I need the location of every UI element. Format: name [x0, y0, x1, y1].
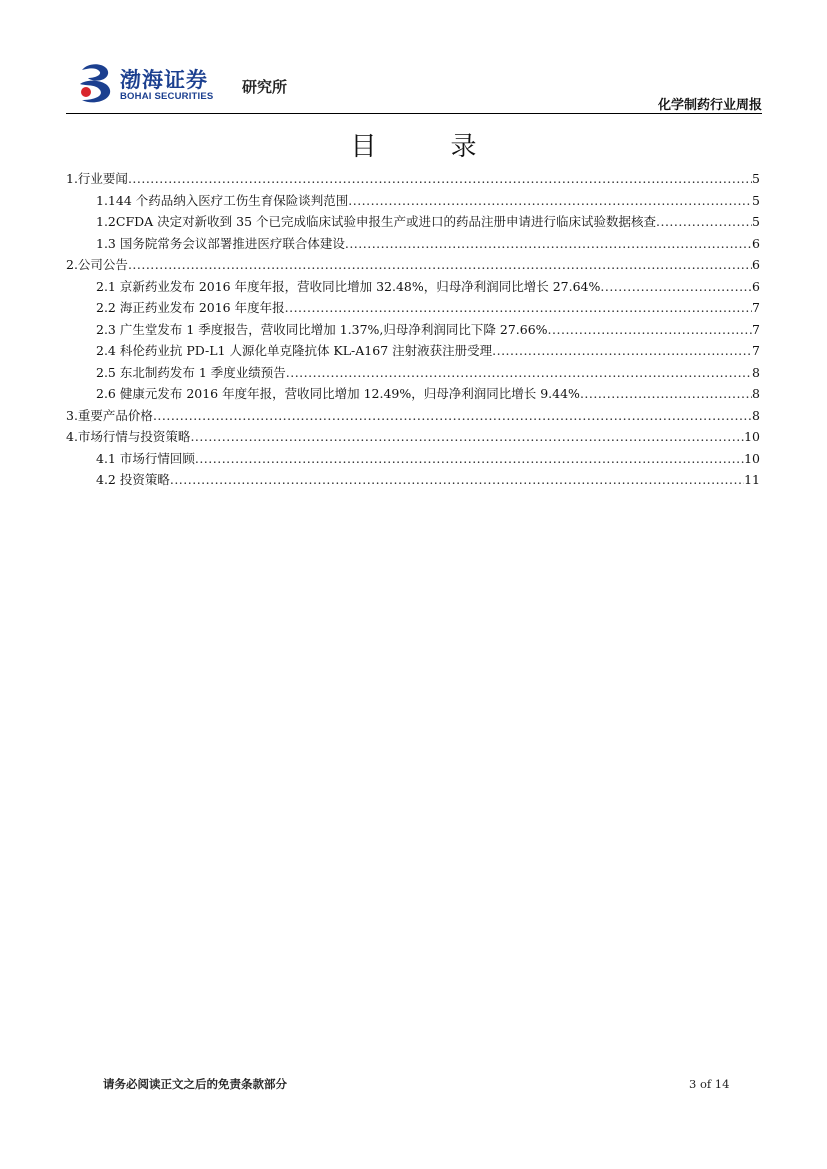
toc-entry-title: 2.4 科伦药业抗 PD-L1 人源化单克隆抗体 KL-A167 注射液获注册受理	[96, 343, 493, 358]
toc-dot-leader	[656, 214, 752, 229]
toc-dot-leader	[345, 236, 752, 251]
toc-dot-leader	[600, 279, 752, 294]
toc-entry-page: 10	[744, 429, 760, 444]
toc-dot-leader	[285, 300, 752, 315]
toc-dot-leader	[548, 322, 753, 337]
logo-english-name: BOHAI SECURITIES	[120, 91, 214, 102]
toc-dot-leader	[195, 451, 744, 466]
footer-page-number: 3 of 14	[689, 1077, 730, 1091]
toc-entry-title: 1.3 国务院常务会议部署推进医疗联合体建设	[96, 235, 345, 251]
table-of-contents	[66, 169, 760, 492]
toc-entry-title: 2.1 京新药业发布 2016 年度年报，营收同比增加 32.48%，归母净利润同比增长 27.64%	[96, 278, 601, 294]
toc-entry[interactable]	[66, 427, 760, 449]
toc-title: 目 录	[350, 132, 501, 162]
toc-entry-title: 1.行业要闻	[66, 171, 128, 186]
toc-entry[interactable]	[66, 470, 760, 492]
toc-entry-title: 3.重要产品价格	[66, 407, 153, 423]
toc-entry[interactable]	[66, 191, 760, 213]
toc-entry-title: 4.2 投资策略	[96, 472, 170, 487]
toc-dot-leader	[128, 171, 752, 186]
toc-entry-page: 5	[752, 214, 760, 229]
bohai-securities-logo	[78, 62, 298, 106]
toc-entry[interactable]	[66, 255, 760, 277]
toc-entry-title: 4.市场行情与投资策略	[66, 429, 191, 444]
toc-entry-title: 2.5 东北制药发布 1 季度业绩预告	[96, 364, 286, 380]
toc-dot-leader	[348, 193, 752, 208]
toc-entry-page: 6	[752, 257, 760, 272]
toc-entry-page: 5	[752, 171, 760, 186]
toc-entry[interactable]	[66, 341, 760, 363]
toc-entry-page: 5	[752, 192, 760, 208]
toc-dot-leader	[128, 257, 752, 272]
toc-dot-leader	[153, 408, 752, 423]
toc-entry[interactable]	[66, 234, 760, 256]
toc-entry-page: 8	[752, 386, 760, 401]
toc-entry-page: 7	[752, 300, 760, 315]
toc-dot-leader	[190, 429, 744, 444]
toc-entry-page: 6	[752, 235, 760, 251]
toc-entry-title: 2.2 海正药业发布 2016 年度年报	[96, 300, 285, 315]
toc-dot-leader	[492, 343, 752, 358]
footer-disclaimer: 请务必阅读正文之后的免责条款部分	[103, 1077, 287, 1091]
toc-entry[interactable]	[66, 277, 760, 299]
toc-entry-page: 8	[752, 407, 760, 423]
toc-entry[interactable]	[66, 212, 760, 234]
toc-entry-page: 11	[744, 472, 760, 487]
report-type-title: 化学制药行业周报	[657, 98, 762, 113]
toc-entry[interactable]	[66, 384, 760, 406]
toc-entry-title: 1.144 个药品纳入医疗工伤生育保险谈判范围	[96, 192, 349, 208]
toc-dot-leader	[170, 472, 744, 487]
toc-entry-title: 4.1 市场行情回顾	[96, 450, 195, 466]
toc-entry[interactable]	[66, 406, 760, 428]
toc-entry-page: 8	[752, 364, 760, 380]
toc-entry-title: 2.公司公告	[66, 257, 128, 272]
toc-entry-title: 1.2CFDA 决定对新收到 35 个已完成临床试验申报生产或进口的药品注册申请进行临床试验数据核查	[96, 214, 656, 229]
page-header	[66, 58, 762, 114]
toc-entry-page: 7	[752, 343, 760, 358]
institute-label: 研究所	[242, 78, 288, 96]
toc-entry-page: 10	[744, 450, 760, 466]
toc-entry-title: 2.6 健康元发布 2016 年度年报，营收同比增加 12.49%，归母净利润同比增长 9.44%	[96, 386, 580, 401]
toc-dot-leader	[580, 386, 752, 401]
toc-entry[interactable]	[66, 363, 760, 385]
logo-chinese-name: 渤海证券	[120, 68, 208, 92]
toc-entry[interactable]	[66, 320, 760, 342]
toc-entry[interactable]	[66, 169, 760, 191]
toc-entry-title: 2.3 广生堂发布 1 季度报告，营收同比增加 1.37%,归母净利润同比下降 27.66%	[96, 321, 548, 337]
toc-entry[interactable]	[66, 298, 760, 320]
toc-entry[interactable]	[66, 449, 760, 471]
toc-dot-leader	[286, 365, 752, 380]
header-divider	[66, 113, 762, 114]
toc-entry-page: 7	[752, 321, 760, 337]
bohai-logo-icon	[78, 62, 114, 104]
toc-entry-page: 6	[752, 278, 760, 294]
